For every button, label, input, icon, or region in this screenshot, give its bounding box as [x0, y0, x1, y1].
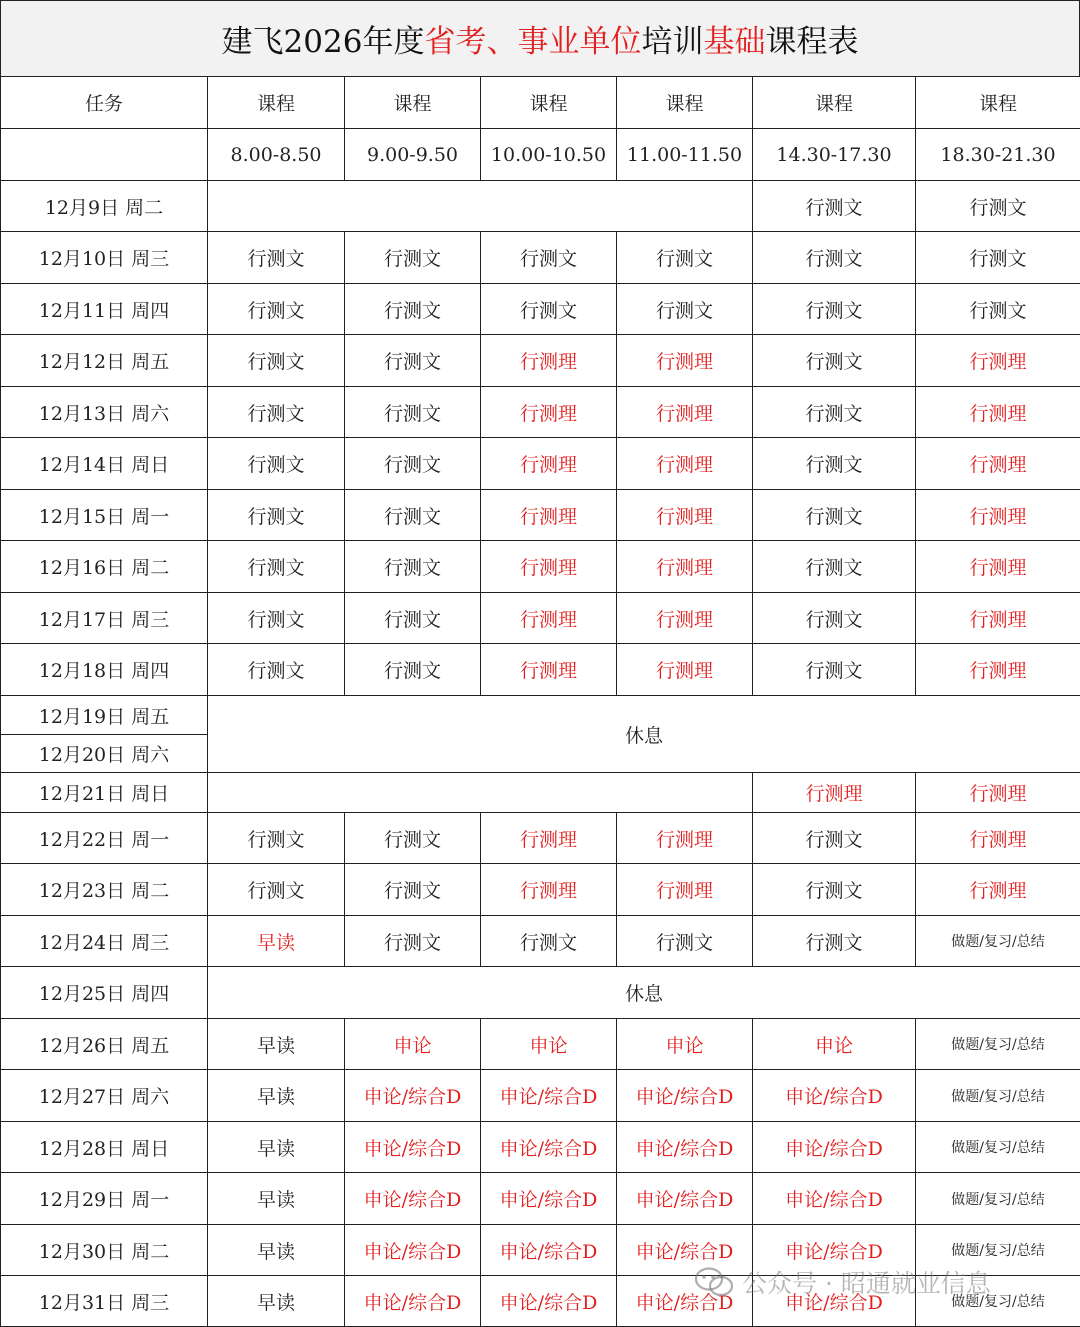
course-cell: 行测文	[345, 593, 481, 644]
table-row	[1, 1173, 1080, 1225]
table-row	[1, 813, 1080, 864]
date-cell: 12月21日 周日	[1, 773, 208, 813]
course-cell: 早读	[208, 1070, 345, 1122]
header-course: 课程	[208, 77, 345, 129]
course-cell: 行测文	[916, 181, 1080, 232]
table-row	[1, 438, 1080, 490]
course-cell: 行测理	[916, 541, 1080, 593]
course-cell: 行测理	[617, 438, 753, 490]
course-cell: 早读	[208, 1276, 345, 1327]
date-cell: 12月25日 周四	[1, 967, 208, 1019]
course-cell: 做题/复习/总结	[916, 1173, 1080, 1225]
course-cell: 行测文	[345, 438, 481, 490]
time-row	[1, 129, 1080, 181]
date-cell: 12月19日 周五	[1, 696, 208, 735]
table-row	[1, 335, 1080, 387]
date-cell: 12月27日 周六	[1, 1070, 208, 1122]
course-cell: 申论	[481, 1019, 617, 1070]
table-row	[1, 696, 1080, 735]
table-row	[1, 1019, 1080, 1070]
course-cell: 行测理	[916, 644, 1080, 696]
course-cell: 行测文	[345, 864, 481, 916]
course-cell: 行测理	[481, 438, 617, 490]
rest-cell: 休息	[208, 696, 1080, 773]
header-course: 课程	[916, 77, 1080, 129]
rest-cell: 休息	[208, 967, 1080, 1019]
table-row	[1, 181, 1080, 232]
course-cell: 申论/综合D	[481, 1122, 617, 1173]
course-cell: 申论/综合D	[481, 1070, 617, 1122]
empty-cell	[208, 181, 753, 232]
table-row	[1, 967, 1080, 1019]
course-cell: 行测理	[617, 541, 753, 593]
course-cell: 申论/综合D	[753, 1070, 916, 1122]
header-task: 任务	[1, 77, 208, 129]
course-cell: 行测理	[481, 541, 617, 593]
course-cell: 行测文	[345, 284, 481, 335]
course-cell: 行测文	[617, 284, 753, 335]
table-row	[1, 232, 1080, 284]
course-cell: 申论/综合D	[345, 1070, 481, 1122]
course-cell: 申论/综合D	[617, 1173, 753, 1225]
course-cell: 行测理	[617, 387, 753, 438]
course-cell: 行测文	[753, 593, 916, 644]
table-row	[1, 541, 1080, 593]
course-cell: 行测理	[617, 813, 753, 864]
date-cell: 12月12日 周五	[1, 335, 208, 387]
course-cell: 行测理	[916, 773, 1080, 813]
course-cell: 行测文	[208, 864, 345, 916]
course-cell: 行测文	[753, 232, 916, 284]
course-cell: 行测文	[208, 232, 345, 284]
course-cell: 做题/复习/总结	[916, 1122, 1080, 1173]
table-header-row	[1, 77, 1080, 129]
table-row	[1, 916, 1080, 967]
course-cell: 行测文	[208, 593, 345, 644]
date-cell: 12月10日 周三	[1, 232, 208, 284]
course-cell: 申论/综合D	[617, 1276, 753, 1327]
course-cell: 行测文	[753, 813, 916, 864]
course-cell: 行测理	[916, 335, 1080, 387]
course-cell: 申论/综合D	[345, 1276, 481, 1327]
course-cell: 行测文	[208, 541, 345, 593]
course-cell: 申论/综合D	[617, 1122, 753, 1173]
course-cell: 行测文	[208, 387, 345, 438]
course-cell: 申论/综合D	[753, 1276, 916, 1327]
course-cell: 早读	[208, 1173, 345, 1225]
date-cell: 12月24日 周三	[1, 916, 208, 967]
table-row	[1, 284, 1080, 335]
course-cell: 行测文	[916, 284, 1080, 335]
page-title: 建飞2026年度 省考、事业单位 培训 基础 课程表	[0, 0, 1080, 77]
date-cell: 12月29日 周一	[1, 1173, 208, 1225]
course-cell: 申论/综合D	[345, 1122, 481, 1173]
course-cell: 早读	[208, 916, 345, 967]
course-cell: 行测文	[345, 490, 481, 541]
course-cell: 行测文	[208, 284, 345, 335]
course-cell: 行测理	[617, 644, 753, 696]
table-row	[1, 1276, 1080, 1327]
schedule-table	[0, 76, 1080, 1327]
course-cell: 申论/综合D	[345, 1225, 481, 1276]
course-cell: 行测理	[916, 813, 1080, 864]
header-course: 课程	[481, 77, 617, 129]
time-cell-empty	[1, 129, 208, 181]
course-cell: 申论/综合D	[481, 1276, 617, 1327]
watermark-text: 公众号 · 昭通就业信息	[742, 1264, 991, 1300]
course-cell: 行测文	[753, 335, 916, 387]
course-cell: 行测文	[617, 232, 753, 284]
course-cell: 早读	[208, 1225, 345, 1276]
table-row	[1, 1070, 1080, 1122]
table-row	[1, 1225, 1080, 1276]
course-cell: 行测文	[753, 916, 916, 967]
course-cell: 申论	[345, 1019, 481, 1070]
course-cell: 行测理	[916, 387, 1080, 438]
time-slot: 14.30-17.30	[753, 129, 916, 181]
table-row	[1, 1122, 1080, 1173]
course-cell: 行测理	[481, 490, 617, 541]
course-cell: 行测文	[481, 284, 617, 335]
course-cell: 早读	[208, 1019, 345, 1070]
table-row	[1, 644, 1080, 696]
course-cell: 申论/综合D	[345, 1173, 481, 1225]
date-cell: 12月28日 周日	[1, 1122, 208, 1173]
course-cell: 行测理	[481, 593, 617, 644]
course-cell: 行测文	[753, 490, 916, 541]
course-cell: 行测理	[916, 864, 1080, 916]
course-cell: 行测理	[617, 864, 753, 916]
course-cell: 行测理	[481, 813, 617, 864]
time-slot: 8.00-8.50	[208, 129, 345, 181]
table-row	[1, 387, 1080, 438]
course-cell: 行测理	[481, 644, 617, 696]
course-cell: 行测文	[345, 916, 481, 967]
header-course: 课程	[753, 77, 916, 129]
course-cell: 做题/复习/总结	[916, 1070, 1080, 1122]
table-row	[1, 773, 1080, 813]
time-slot: 9.00-9.50	[345, 129, 481, 181]
course-cell: 行测理	[753, 773, 916, 813]
course-cell: 行测理	[916, 490, 1080, 541]
course-cell: 行测文	[753, 541, 916, 593]
course-cell: 申论	[753, 1019, 916, 1070]
course-cell: 早读	[208, 1122, 345, 1173]
time-slot: 18.30-21.30	[916, 129, 1080, 181]
course-cell: 行测文	[345, 387, 481, 438]
date-cell: 12月26日 周五	[1, 1019, 208, 1070]
course-cell: 行测文	[208, 813, 345, 864]
course-cell: 行测文	[916, 232, 1080, 284]
course-cell: 申论	[617, 1019, 753, 1070]
course-cell: 行测文	[345, 232, 481, 284]
course-cell: 申论/综合D	[481, 1225, 617, 1276]
course-cell: 申论/综合D	[617, 1070, 753, 1122]
course-cell: 行测文	[481, 232, 617, 284]
course-cell: 行测文	[208, 490, 345, 541]
table-row	[1, 490, 1080, 541]
course-cell: 行测文	[753, 181, 916, 232]
course-cell: 行测文	[753, 438, 916, 490]
date-cell: 12月14日 周日	[1, 438, 208, 490]
date-cell: 12月15日 周一	[1, 490, 208, 541]
time-slot: 10.00-10.50	[481, 129, 617, 181]
date-cell: 12月31日 周三	[1, 1276, 208, 1327]
course-cell: 申论/综合D	[753, 1173, 916, 1225]
course-cell: 行测文	[345, 335, 481, 387]
course-cell: 行测文	[753, 387, 916, 438]
course-cell: 行测理	[481, 864, 617, 916]
course-cell: 行测理	[617, 335, 753, 387]
course-cell: 行测文	[208, 438, 345, 490]
empty-cell	[208, 773, 753, 813]
course-cell: 行测理	[916, 438, 1080, 490]
course-cell: 行测文	[345, 541, 481, 593]
course-cell: 行测理	[481, 335, 617, 387]
course-cell: 行测理	[617, 593, 753, 644]
date-cell: 12月16日 周二	[1, 541, 208, 593]
date-cell: 12月9日 周二	[1, 181, 208, 232]
course-cell: 做题/复习/总结	[916, 1225, 1080, 1276]
course-cell: 行测文	[345, 813, 481, 864]
date-cell: 12月23日 周二	[1, 864, 208, 916]
table-row	[1, 593, 1080, 644]
header-course: 课程	[345, 77, 481, 129]
course-cell: 申论/综合D	[753, 1122, 916, 1173]
date-cell: 12月13日 周六	[1, 387, 208, 438]
course-cell: 行测文	[481, 916, 617, 967]
date-cell: 12月18日 周四	[1, 644, 208, 696]
course-cell: 做题/复习/总结	[916, 1276, 1080, 1327]
course-cell: 行测文	[753, 644, 916, 696]
date-cell: 12月20日 周六	[1, 735, 208, 773]
course-cell: 行测理	[617, 490, 753, 541]
course-cell: 申论/综合D	[753, 1225, 916, 1276]
date-cell: 12月30日 周二	[1, 1225, 208, 1276]
course-cell: 做题/复习/总结	[916, 916, 1080, 967]
course-cell: 行测文	[208, 335, 345, 387]
table-row	[1, 864, 1080, 916]
course-cell: 申论/综合D	[481, 1173, 617, 1225]
course-cell: 行测文	[345, 644, 481, 696]
time-slot: 11.00-11.50	[617, 129, 753, 181]
course-cell: 行测文	[753, 864, 916, 916]
course-cell: 申论/综合D	[617, 1225, 753, 1276]
date-cell: 12月11日 周四	[1, 284, 208, 335]
course-cell: 行测文	[753, 284, 916, 335]
date-cell: 12月17日 周三	[1, 593, 208, 644]
course-cell: 行测理	[481, 387, 617, 438]
course-cell: 行测文	[617, 916, 753, 967]
date-cell: 12月22日 周一	[1, 813, 208, 864]
course-cell: 行测文	[208, 644, 345, 696]
course-cell: 做题/复习/总结	[916, 1019, 1080, 1070]
header-course: 课程	[617, 77, 753, 129]
course-cell: 行测理	[916, 593, 1080, 644]
